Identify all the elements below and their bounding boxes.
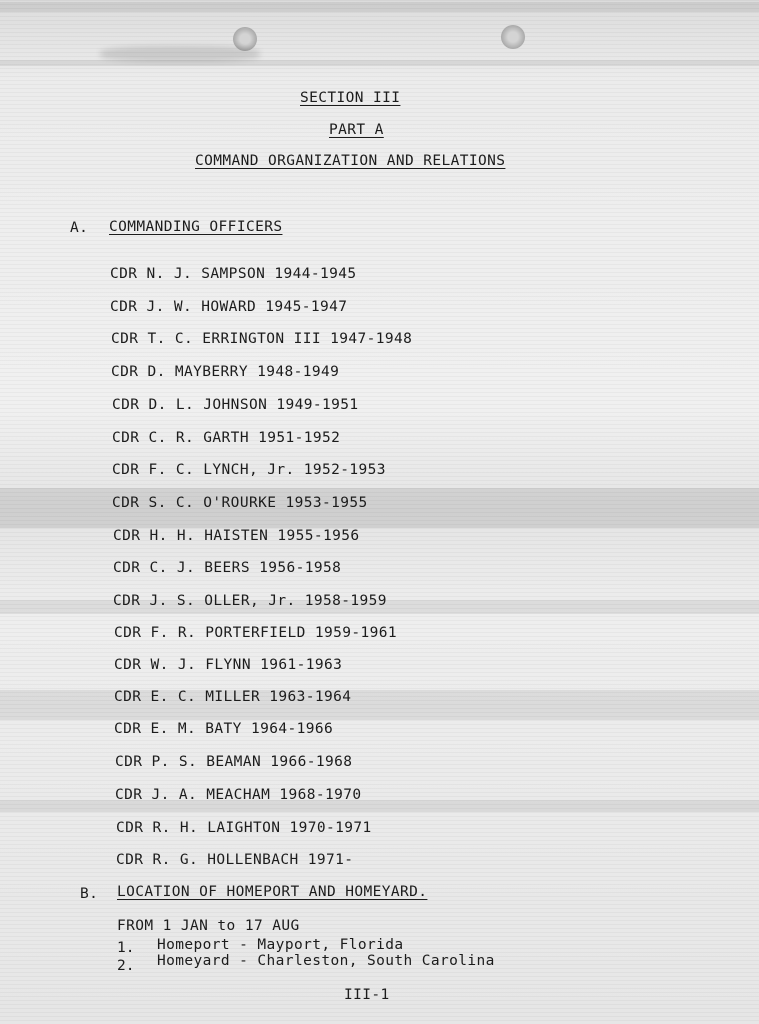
toner-smudge xyxy=(100,46,260,62)
officer-entry: CDR W. J. FLYNN 1961-1963 xyxy=(114,657,343,673)
officer-entry: CDR J. S. OLLER, Jr. 1958-1959 xyxy=(113,593,387,609)
officer-entry: CDR J. A. MEACHAM 1968-1970 xyxy=(115,787,362,803)
officer-entry: CDR C. J. BEERS 1956-1958 xyxy=(113,560,342,576)
officer-entry: CDR R. H. LAIGHTON 1970-1971 xyxy=(116,820,372,836)
officer-entry: CDR C. R. GARTH 1951-1952 xyxy=(112,430,341,446)
scan-streak xyxy=(0,60,759,66)
punch-hole xyxy=(501,25,525,49)
part-title: PART A xyxy=(329,122,384,138)
page-number: III-1 xyxy=(344,987,390,1003)
officer-entry: CDR R. G. HOLLENBACH 1971- xyxy=(116,852,354,868)
officer-entry: CDR J. W. HOWARD 1945-1947 xyxy=(110,299,348,315)
location-item-number: 2. xyxy=(117,958,135,974)
officer-entry: CDR F. R. PORTERFIELD 1959-1961 xyxy=(114,625,398,641)
location-item-text: Homeyard - Charleston, South Carolina xyxy=(157,953,495,969)
section-title: SECTION III xyxy=(300,90,401,106)
section-b-heading: LOCATION OF HOMEPORT AND HOMEYARD. xyxy=(117,884,428,900)
section-b-letter: B. xyxy=(80,886,99,902)
location-item-text: Homeport - Mayport, Florida xyxy=(157,937,404,953)
section-a-heading: COMMANDING OFFICERS xyxy=(109,219,283,235)
officer-entry: CDR H. H. HAISTEN 1955-1956 xyxy=(113,528,360,544)
officer-entry: CDR D. L. JOHNSON 1949-1951 xyxy=(112,397,359,413)
officer-entry: CDR T. C. ERRINGTON III 1947-1948 xyxy=(111,331,413,347)
scan-streak xyxy=(0,2,759,12)
officer-entry: CDR E. M. BATY 1964-1966 xyxy=(114,721,334,737)
section-a-letter: A. xyxy=(70,220,89,236)
officer-entry: CDR P. S. BEAMAN 1966-1968 xyxy=(115,754,353,770)
officer-entry: CDR E. C. MILLER 1963-1964 xyxy=(114,689,352,705)
scan-streak xyxy=(0,800,759,812)
officer-entry: CDR D. MAYBERRY 1948-1949 xyxy=(111,364,340,380)
officer-entry: CDR S. C. O'ROURKE 1953-1955 xyxy=(112,495,368,511)
date-range: FROM 1 JAN to 17 AUG xyxy=(117,918,300,934)
location-item-number: 1. xyxy=(117,940,135,956)
document-title: COMMAND ORGANIZATION AND RELATIONS xyxy=(195,153,506,169)
officer-entry: CDR N. J. SAMPSON 1944-1945 xyxy=(110,266,357,282)
officer-entry: CDR F. C. LYNCH, Jr. 1952-1953 xyxy=(112,462,386,478)
